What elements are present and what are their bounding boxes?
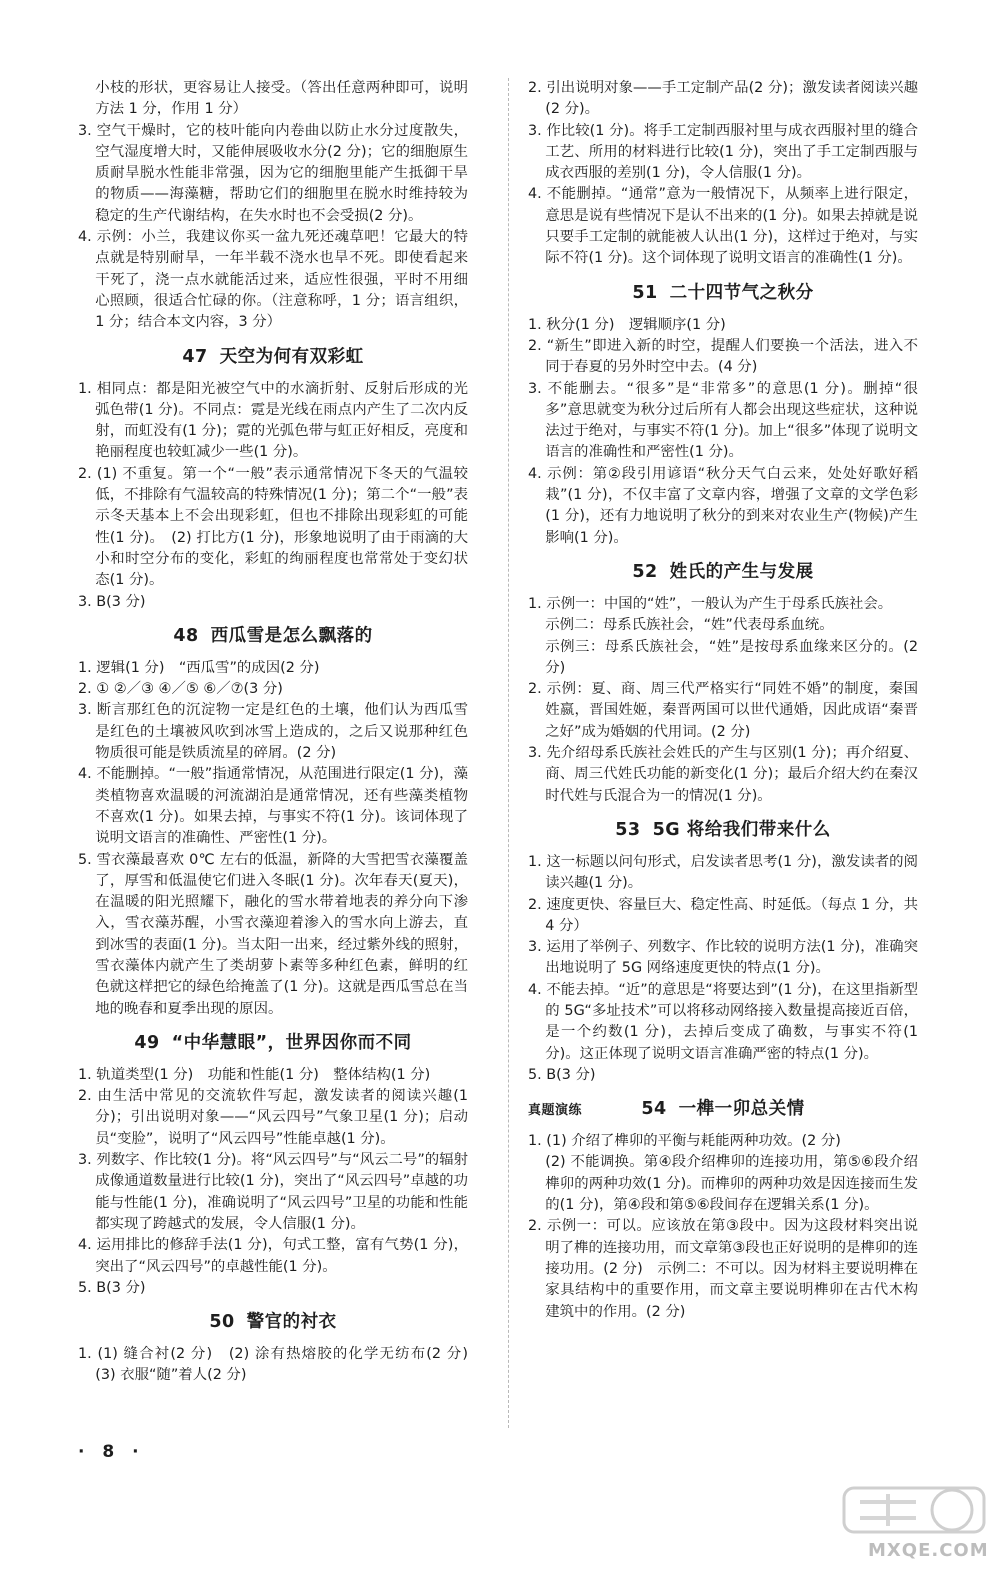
section-heading [78, 1031, 468, 1055]
answer-item: 5. 雪衣藻最喜欢 0℃ 左右的低温，新降的大雪把雪衣藻覆盖了，厚雪和低温使它们进入冬眠(1 分)。次年春天(夏天)，在温暖的阳光照耀下，融化的雪水带着地表的养分向下渗入，雪衣藻苏醒，小雪衣藻迎着渗入的雪水向上游去，直到冰雪的表面(1 分)。当太阳一出来，经过紫外线的照射，雪衣藻体内就产生了类胡萝卜素等多种红色素，鲜明的红色就这样把它的绿色给掩盖了(1 分)。这就是西瓜雪总在当地的晚春和夏季出现的原因。 [78, 851, 468, 1017]
answer-item: 2. ① ②／③ ④／⑤ ⑥／⑦(3 分) [78, 681, 283, 698]
page-number: · 8 · [78, 1442, 145, 1462]
column-divider [508, 78, 509, 1428]
section-title: “中华慧眼”，世界因你而不同 [171, 1032, 412, 1053]
answer-item: 1. (1) 缝合衬(2 分) (2) 涂有热熔胶的化学无纺布(2 分) (3) 衣服“随”着人(2 分) [78, 1346, 483, 1384]
section-number: 54 [641, 1099, 667, 1120]
answer-item: 4. 不能删掉。“一般”指通常情况，从范围进行限定(1 分)，藻类植物喜欢温暖的河流湖泊是通常情况，还有些藻类植物不喜欢(1 分)。如果去掉，与事实不符(1 分)。该词体现了说明文语言的准确性、严密性(1 分)。 [78, 766, 468, 847]
answer-item: 4. 运用排比的修辞手法(1 分)，句式工整，富有气势(1 分)，突出了“风云四号”的卓越性能(1 分)。 [78, 1237, 468, 1275]
answer-item: 2. 由生活中常见的交流软件写起，激发读者的阅读兴趣(1 分)；引出说明对象——“风云四号”气象卫星(1 分)；启动员“变脸”，说明了“风云四号”性能卓越(1 分)。 [78, 1088, 468, 1147]
answer-item: 3. 列数字、作比较(1 分)。将“风云四号”与“风云二号”的辐射成像通道数量进行比较(1 分)，突出了“风云四号”卓越的功能与性能(1 分)，准确说明了“风云四号”卫星的功能和性能都实现了跨越式的发展，令人信服(1 分)。 [78, 1152, 468, 1232]
section-number: 52 [632, 561, 658, 582]
section-heading [78, 345, 468, 369]
answer-item: 4. 不能删掉。“通常”意为一般情况下，从频率上进行限定，意思是说有些情况下是认不出来的(1 分)。如果去掉就是说只要手工定制的就能被人认出(1 分)，这样过于绝对，与实际不符(1 分)。这个词体现了说明文语言的准确性(1 分)。 [528, 186, 918, 267]
section-heading [78, 624, 468, 648]
answer-item: 示例二：母系氏族社会，“姓”代表母系血统。 [545, 617, 834, 634]
section-number: 53 [615, 819, 641, 840]
section-heading [528, 281, 918, 305]
answer-item: 2. 引出说明对象——手工定制产品(2 分)；激发读者阅读兴趣(2 分)。 [528, 80, 918, 118]
answer-item: 4. 示例：小兰，我建议你买一盆九死还魂草吧！它最大的特点就是特别耐旱，一年半载不浇水也旱不死。即使看起来干死了，浇一点水就能活过来，适应性很强，平时不用细心照顾，很适合忙碌的你。（注意称呼，1 分；语言组织，1 分；结合本文内容，3 分） [78, 229, 468, 331]
section-number: 51 [632, 282, 658, 303]
section-heading [528, 560, 918, 584]
answer-item: (2) 不能调换。第④段介绍榫卯的连接功用，第⑤⑥段介绍榫卯的两种功效(1 分)。而榫卯的两种功效是因连接而生发的(1 分)，第④段和第⑤⑥段间存在逻辑关系(1 分)。 [545, 1154, 918, 1214]
answer-item: 1. 相同点：都是阳光被空气中的水滴折射、反射后形成的光弧色带(1 分)。不同点：霓是光线在雨点内产生了二次内反射，而虹没有(1 分)；霓的光弧色带与虹正好相反，亮度和艳丽程度也较虹减少一些(1 分)。 [78, 380, 468, 461]
answer-item: 2. 示例一：可以。应该放在第③段中。因为这段材料突出说明了榫的连接功用，而文章第③段也正好说明的是榫卯的连接功用。(2 分) 示例二：不可以。因为材料主要说明榫在家具结构中的重要作用，而文章主要说明榫卯在古代木构建筑中的作用。(2 分) [528, 1218, 918, 1320]
answer-item: 3. 断言那红色的沉淀物一定是红色的土壤，他们认为西瓜雪是红色的土壤被风吹到冰雪上造成的，之后又说那种红色物质很可能是铁质流星的碎屑。(2 分) [78, 702, 468, 762]
answer-item: 1. 示例一：中国的“姓”，一般认为产生于母系氏族社会。 [528, 595, 893, 612]
answer-item: 2. “新生”即进入新的时空，提醒人们要换一个活法，进入不同于春夏的另外时空中去。(4 分) [528, 337, 918, 376]
answer-item: 2. (1) 不重复。第一个“一般”表示通常情况下冬天的气温较低，不排除有气温较高的特殊情况(1 分)；第二个“一般”表示冬天基本上不会出现彩虹，但也不排除出现彩虹的可能性(1 分)。 (2) 打比方(1 分)，形象地说明了由于雨滴的大小和时空分布的变化，彩虹的绚丽程度也常常处于变幻状态(1 分)。 [78, 465, 468, 589]
answer-item: 3. 不能删去。“很多”是“非常多”的意思(1 分)。删掉“很多”意思就变为秋分过后所有人都会出现这些症状，这种说法过于绝对，与事实不符(1 分)。加上“很多”体现了说明文语言的准确性和严密性(1 分)。 [528, 380, 918, 461]
section-number: 50 [209, 1312, 235, 1333]
answer-item: 1. 秋分(1 分) 逻辑顺序(1 分) [528, 316, 726, 333]
answer-item: 4. 示例：第②段引用谚语“秋分天气白云来，处处好歌好稻栽”(1 分)，不仅丰富了文章内容，增强了文章的文学色彩(1 分)，还有力地说明了秋分的到来对农业生产(物候)产生影响(1 分)。 [528, 465, 918, 546]
answer-item: 3. 运用了举例子、列数字、作比较的说明方法(1 分)，准确突出地说明了 5G 网络速度更快的特点(1 分)。 [528, 939, 918, 977]
answer-item: 小枝的形状，更容易让人接受。（答出任意两种即可，说明方法 1 分，作用 1 分） [95, 80, 468, 118]
section-tag: 真题演练 [528, 1103, 583, 1119]
section-title: 天空为何有双彩虹 [219, 346, 364, 367]
section-title: 姓氏的产生与发展 [669, 561, 814, 582]
section-heading [528, 818, 918, 842]
answer-item: 1. 逻辑(1 分) “西瓜雪”的成因(2 分) [78, 659, 320, 676]
section-title: 一榫一卯总关情 [678, 1099, 805, 1120]
answer-item: 1. 轨道类型(1 分) 功能和性能(1 分) 整体结构(1 分) [78, 1066, 431, 1083]
answer-item: 3. 先介绍母系氏族社会姓氏的产生与区别(1 分)；再介绍夏、商、周三代姓氏功能的新变化(1 分)；最后介绍大约在秦汉时代姓与氏混合为一的情况(1 分)。 [528, 745, 918, 804]
watermark-text: MXQE.COM [868, 1540, 989, 1561]
section-title: 5G 将给我们带来什么 [652, 819, 831, 840]
answer-item: 3. 空气干燥时，它的枝叶能向内卷曲以防止水分过度散失，空气湿度增大时，又能伸展吸收水分(2 分)；它的细胞原生质耐旱脱水性能非常强，因为它的细胞里能产生抵御干旱的物质——海藻糖，帮助它们的细胞里在脱水时维持较为稳定的生产代谢结构，在失水时也不会受损(2 分)。 [78, 122, 468, 224]
left-column [78, 78, 483, 1387]
answer-item: 1. 这一标题以问句形式，启发读者思考(1 分)，激发读者的阅读兴趣(1 分)。 [528, 853, 918, 892]
answer-item: 5. B(3 分) [78, 1279, 146, 1296]
answer-item: 5. B(3 分) [528, 1066, 596, 1083]
section-heading [78, 1310, 468, 1334]
section-number: 48 [173, 625, 199, 646]
answer-item: 示例三：母系氏族社会，“姓”是按母系血缘来区分的。(2 分) [545, 638, 918, 676]
section-heading [528, 1097, 918, 1121]
section-number: 49 [134, 1032, 160, 1053]
answer-item: 4. 不能去掉。“近”的意思是“将要达到”(1 分)，在这里指新型的 5G“多址技术”可以将移动网络接入数量提高接近百倍，是一个约数(1 分)，去掉后变成了确数，与事实不符(1 分)。这正体现了说明文语言准确严密的特点(1 分)。 [528, 981, 918, 1062]
answer-item: 3. B(3 分) [78, 593, 146, 610]
answer-item: 2. 速度更快、容量巨大、稳定性高、时延低。（每点 1 分，共 4 分） [528, 896, 918, 934]
section-number: 47 [182, 346, 208, 367]
section-title: 二十四节气之秋分 [669, 282, 814, 303]
right-column [528, 78, 918, 1323]
answer-item: 3. 作比较(1 分)。将手工定制西服衬里与成衣西服衬里的缝合工艺、所用的材料进行比较(1 分)，突出了手工定制西服与成衣西服的差别(1 分)，令人信服(1 分)。 [528, 122, 918, 182]
section-title: 警官的衬衣 [246, 1312, 337, 1333]
answer-item: 1. (1) 介绍了榫卯的平衡与耗能两种功效。(2 分) [528, 1133, 841, 1150]
section-title: 西瓜雪是怎么飘落的 [210, 625, 373, 646]
answer-item: 2. 示例：夏、商、周三代严格实行“同姓不婚”的制度，秦国姓嬴，晋国姓姬，秦晋两国可以世代通婚，因此成语“秦晋之好”成为婚姻的代用词。(2 分) [528, 681, 918, 740]
